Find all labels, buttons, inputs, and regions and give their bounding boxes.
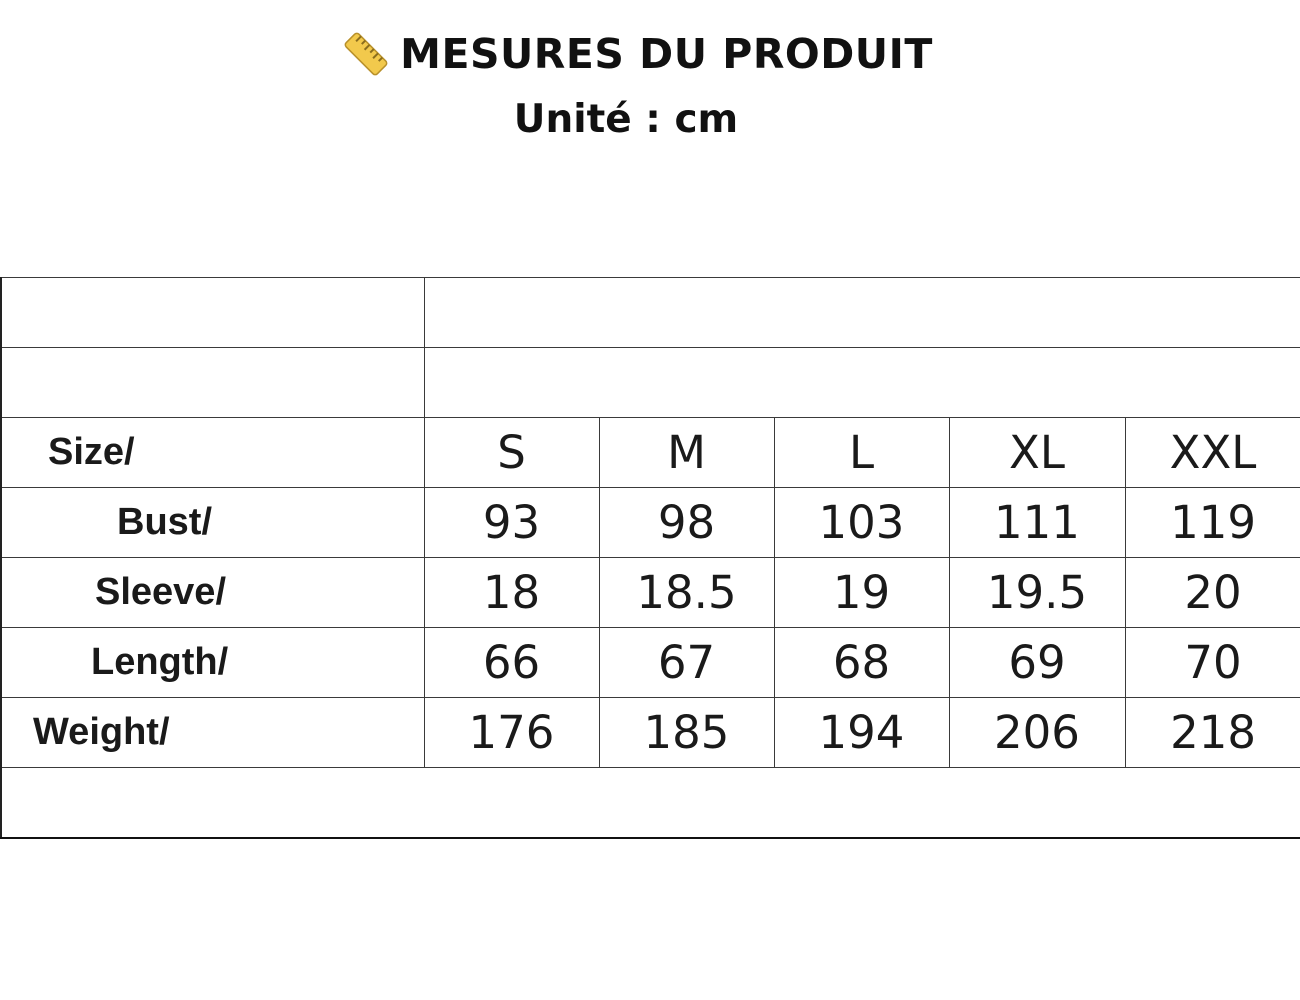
ruler-icon	[342, 30, 390, 78]
table-cell: 68	[774, 628, 949, 698]
table-cell: 20	[1125, 558, 1300, 628]
table-row-bust	[1, 488, 1300, 558]
size-header: XL	[949, 418, 1125, 488]
row-label-text: Size/	[48, 431, 135, 473]
table-cell: 67	[599, 628, 774, 698]
table-row-empty-1	[1, 278, 1300, 348]
table-row-empty-3	[1, 768, 1300, 839]
table-cell: 66	[424, 628, 599, 698]
row-label-text: Sleeve/	[95, 571, 226, 613]
table-row-size	[1, 418, 1300, 488]
table-cell: 119	[1125, 488, 1300, 558]
empty-cell	[424, 348, 1300, 418]
table-cell: 19	[774, 558, 949, 628]
size-table	[0, 277, 1300, 839]
size-chart	[0, 277, 1300, 839]
empty-cell	[1, 278, 424, 348]
table-cell: 206	[949, 698, 1125, 768]
size-header: XXL	[1125, 418, 1300, 488]
table-cell: 185	[599, 698, 774, 768]
row-label-sleeve	[1, 558, 424, 628]
table-cell: 218	[1125, 698, 1300, 768]
table-row-length	[1, 628, 1300, 698]
page-header	[0, 24, 1300, 150]
table-row-sleeve	[1, 558, 1300, 628]
unit-label: Unité : cm	[513, 97, 739, 142]
row-label-text: Length/	[91, 641, 229, 683]
table-cell: 98	[599, 488, 774, 558]
empty-cell	[1, 768, 1300, 839]
empty-cell	[424, 278, 1300, 348]
table-cell: 18	[424, 558, 599, 628]
table-row-empty-2	[1, 348, 1300, 418]
empty-cell	[1, 348, 424, 418]
row-label-length	[1, 628, 424, 698]
page-title: MESURES DU PRODUIT	[400, 30, 933, 78]
size-header: S	[424, 418, 599, 488]
row-label-size	[1, 418, 424, 488]
size-header: M	[599, 418, 774, 488]
table-cell: 176	[424, 698, 599, 768]
table-cell: 18.5	[599, 558, 774, 628]
table-cell: 103	[774, 488, 949, 558]
size-header: L	[774, 418, 949, 488]
table-cell: 93	[424, 488, 599, 558]
row-label-text: Weight/	[33, 711, 170, 753]
table-cell: 194	[774, 698, 949, 768]
row-label-bust	[1, 488, 424, 558]
table-cell: 70	[1125, 628, 1300, 698]
table-cell: 69	[949, 628, 1125, 698]
row-label-text: Bust/	[117, 501, 212, 543]
row-label-weight	[1, 698, 424, 768]
table-row-weight	[1, 698, 1300, 768]
table-cell: 19.5	[949, 558, 1125, 628]
title-line	[0, 24, 1300, 84]
table-cell: 111	[949, 488, 1125, 558]
